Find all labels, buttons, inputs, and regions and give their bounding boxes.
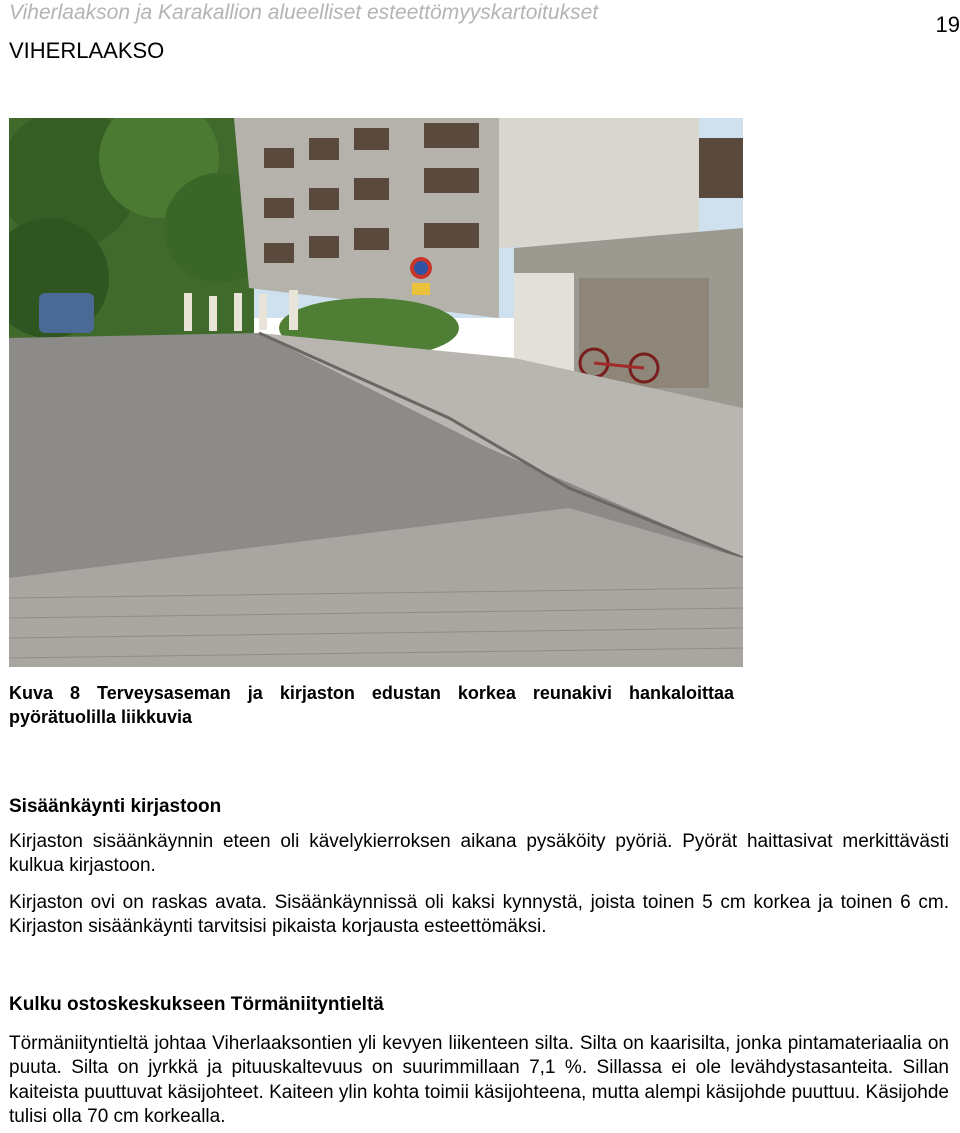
- running-title: Viherlaakson ja Karakallion alueelliset esteettömyyskartoitukset: [9, 1, 599, 24]
- section-heading: VIHERLAAKSO: [9, 38, 165, 63]
- section-route-to-shopping-centre: [9, 993, 949, 1130]
- subheading-library-entrance: Sisäänkäynti kirjastoon: [9, 796, 222, 817]
- paragraph: Kirjaston sisäänkäynnin eteen oli kävelykierroksen aikana pysäköity pyöriä. Pyörät haittasivat merkittävästi kulkua kirjastoon.: [9, 830, 949, 876]
- section-library-entrance: [9, 795, 949, 940]
- photo-library-entrance: [9, 118, 743, 667]
- subheading-route-to-shopping-centre: Kulku ostoskeskukseen Törmäniityntieltä: [9, 994, 384, 1015]
- page-number: 19: [935, 12, 960, 37]
- figure-caption: Kuva 8 Terveysaseman ja kirjaston edustan korkea reunakivi hankaloittaa pyörätuolilla liikkuvia: [9, 683, 734, 727]
- paragraph: Kirjaston ovi on raskas avata. Sisäänkäynnissä oli kaksi kynnystä, joista toinen 5 cm korkea ja toinen 6 cm. Kirjaston sisäänkäynti tarvitsisi pikaista korjausta esteettömäksi.: [9, 891, 949, 937]
- paragraph: Törmäniityntieltä johtaa Viherlaaksontien yli kevyen liikenteen silta. Silta on kaarisilta, jonka pintamateriaalia on puuta. Silta on jyrkkä ja pituuskaltevuus on suurimmillaan 7,1 %. Sillassa ei ole levähdystasanteita. Sillan kaiteista puuttuvat käsijohteet. Kaiteen ylin kohta toimii käsijohteena, mutta alempi käsijohde puuttuu. Käsijohde tulisi olla 70 cm korkealla.: [9, 1032, 949, 1127]
